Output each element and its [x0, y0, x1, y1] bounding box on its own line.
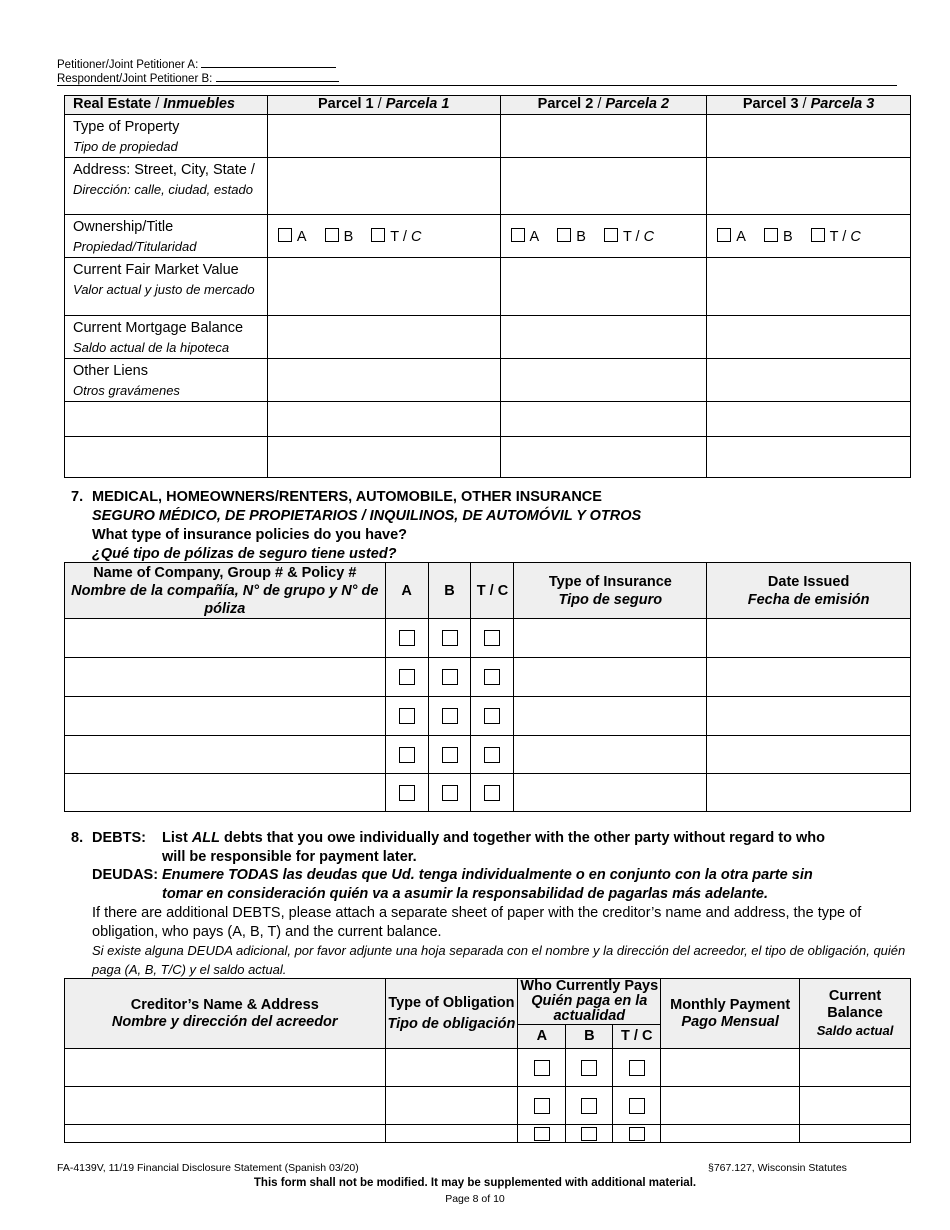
insurance-table [64, 562, 911, 812]
parcel-2-address-cell[interactable] [500, 158, 707, 215]
parcel-3-fmv-cell[interactable] [707, 258, 911, 316]
parcel-1-tc-checkbox[interactable] [371, 228, 385, 242]
blank-label-cell[interactable] [65, 402, 268, 437]
address-row [65, 158, 911, 215]
blank-cell[interactable] [707, 437, 911, 478]
current-balance-cell[interactable] [800, 1087, 911, 1125]
insurance-header-row [65, 563, 911, 619]
who-pays-header: Who Currently Pays Quién paga en la actualidad [518, 979, 661, 1025]
real-estate-table [64, 95, 911, 478]
insurance-type-cell[interactable] [514, 774, 707, 812]
parcel-1-mortgage-cell[interactable] [267, 316, 500, 359]
additional-debts-note-es: Si existe alguna DEUDA adicional, por favor adjunte una hoja separada con el nombre y la dirección del acreedor, el tipo de obligación, quién paga (A, B, T/C) y el saldo actual. [92, 943, 906, 977]
creditor-header: Creditor’s Name & Address Nombre y dirección del acreedor [65, 979, 386, 1049]
blank-cell[interactable] [500, 402, 707, 437]
monthly-payment-cell[interactable] [661, 1087, 800, 1125]
insurance-type-cell[interactable] [514, 619, 707, 658]
date-issued-cell[interactable] [707, 619, 911, 658]
date-issued-cell[interactable] [707, 697, 911, 736]
parcel-1-header: Parcel 1 / Parcela 1 [267, 96, 500, 115]
parcel-3-ownership: A B T / C [707, 215, 911, 258]
parcel-3-a-checkbox[interactable] [717, 228, 731, 242]
obligation-type-cell[interactable] [385, 1049, 518, 1087]
parcel-3-mortgage-cell[interactable] [707, 316, 911, 359]
obligation-type-cell[interactable] [385, 1125, 518, 1143]
tc-header: T / C [613, 1025, 661, 1049]
tc-checkbox[interactable] [484, 669, 500, 685]
parcel-2-type-cell[interactable] [500, 115, 707, 158]
petitioner-label: Petitioner/Joint Petitioner A: [57, 59, 199, 71]
b-header: B [566, 1025, 613, 1049]
form-id: FA-4139V, 11/19 Financial Disclosure Statement (Spanish 03/20) [57, 1162, 359, 1174]
type-of-property-label: Type of Property Tipo de propiedad [65, 115, 268, 158]
tc-checkbox[interactable] [629, 1098, 645, 1114]
parcel-1-ownership: A B T / C [267, 215, 500, 258]
debts-instruction: List ALL debts that you owe individually and together with the other party without regard to who will be responsible for payment later. [162, 830, 825, 865]
parcel-3-header: Parcel 3 / Parcela 3 [707, 96, 911, 115]
petitioner-blank[interactable] [201, 56, 336, 68]
b-checkbox[interactable] [442, 747, 458, 763]
creditor-cell[interactable] [65, 1125, 386, 1143]
parcel-3-tc-checkbox[interactable] [811, 228, 825, 242]
blank-row [65, 402, 911, 437]
obligation-type-header: Type of Obligation Tipo de obligación [385, 979, 518, 1049]
company-header: Name of Company, Group # & Policy # Nombre de la compañía, N° de grupo y N° de póliza [65, 563, 386, 619]
date-issued-cell[interactable] [707, 774, 911, 812]
parcel-1-fmv-cell[interactable] [267, 258, 500, 316]
blank-cell[interactable] [500, 437, 707, 478]
parcel-2-tc-checkbox[interactable] [604, 228, 618, 242]
tc-checkbox[interactable] [484, 708, 500, 724]
parcel-1-b-checkbox[interactable] [325, 228, 339, 242]
parcel-1-address-cell[interactable] [267, 158, 500, 215]
insurance-row [65, 697, 911, 736]
fair-market-value-label: Current Fair Market Value Valor actual y justo de mercado [65, 258, 268, 316]
section-7-title-en: MEDICAL, HOMEOWNERS/RENTERS, AUTOMOBILE, OTHER INSURANCE [92, 489, 602, 505]
company-cell[interactable] [65, 736, 386, 774]
respondent-blank[interactable] [216, 70, 339, 82]
a-checkbox[interactable] [399, 747, 415, 763]
section-7-heading [92, 488, 912, 564]
a-header: A [518, 1025, 566, 1049]
tc-checkbox[interactable] [484, 747, 500, 763]
real-estate-header: Real Estate / Inmuebles [65, 96, 268, 115]
debt-row [65, 1125, 911, 1143]
a-header: A [385, 563, 428, 619]
section-7-question-en: What type of insurance policies do you have? [92, 527, 408, 543]
debts-label: DEBTS: [92, 830, 146, 846]
a-checkbox[interactable] [399, 630, 415, 646]
deudas-instruction: Enumere TODAS las deudas que Ud. tenga individualmente o en conjunto con la otra parte sin tomar en consideración quién va a asumir la responsabilidad de pagarlas más adelante. [162, 867, 813, 902]
debts-table [64, 978, 911, 1143]
real-estate-header-row [65, 96, 911, 115]
a-checkbox[interactable] [399, 669, 415, 685]
debt-row [65, 1049, 911, 1087]
header-rule [57, 85, 897, 86]
insurance-row [65, 774, 911, 812]
ownership-row [65, 215, 911, 258]
ownership-label: Ownership/Title Propiedad/Titularidad [65, 215, 268, 258]
insurance-type-cell[interactable] [514, 736, 707, 774]
company-cell[interactable] [65, 774, 386, 812]
parcel-2-header: Parcel 2 / Parcela 2 [500, 96, 707, 115]
debt-row [65, 1087, 911, 1125]
parcel-3-address-cell[interactable] [707, 158, 911, 215]
b-checkbox[interactable] [581, 1127, 597, 1141]
a-checkbox[interactable] [399, 785, 415, 801]
fair-market-value-row [65, 258, 911, 316]
parcel-3-b-checkbox[interactable] [764, 228, 778, 242]
date-issued-header: Date Issued Fecha de emisión [707, 563, 911, 619]
parcel-2-ownership: A B T / C [500, 215, 707, 258]
insurance-type-cell[interactable] [514, 697, 707, 736]
insurance-row [65, 736, 911, 774]
page-number: Page 8 of 10 [445, 1193, 505, 1205]
statute-reference: §767.127, Wisconsin Statutes [708, 1162, 847, 1174]
b-checkbox[interactable] [442, 785, 458, 801]
deudas-label: DEUDAS: [92, 867, 159, 883]
b-checkbox[interactable] [581, 1060, 597, 1076]
parcel-2-fmv-cell[interactable] [500, 258, 707, 316]
a-checkbox[interactable] [534, 1127, 550, 1141]
creditor-cell[interactable] [65, 1087, 386, 1125]
parcel-3-type-cell[interactable] [707, 115, 911, 158]
section-7-number: 7. [71, 489, 84, 505]
parcel-1-type-cell[interactable] [267, 115, 500, 158]
tc-checkbox[interactable] [629, 1127, 645, 1141]
mortgage-balance-row [65, 316, 911, 359]
parcel-1-a-checkbox[interactable] [278, 228, 292, 242]
address-label: Address: Street, City, State / Dirección: calle, ciudad, estado [65, 158, 268, 215]
current-balance-header: Current Balance Saldo actual [800, 979, 911, 1049]
current-balance-cell[interactable] [800, 1125, 911, 1143]
company-cell[interactable] [65, 619, 386, 658]
insurance-type-cell[interactable] [514, 658, 707, 697]
parcel-1-liens-cell[interactable] [267, 359, 500, 402]
type-of-property-row [65, 115, 911, 158]
b-checkbox[interactable] [442, 669, 458, 685]
monthly-payment-cell[interactable] [661, 1125, 800, 1143]
parcel-2-a-checkbox[interactable] [511, 228, 525, 242]
a-checkbox[interactable] [399, 708, 415, 724]
insurance-row [65, 658, 911, 697]
section-7-title-es: SEGURO MÉDICO, DE PROPIETARIOS / INQUILINOS, DE AUTOMÓVIL Y OTROS [92, 508, 642, 524]
section-7-question-es: ¿Qué tipo de pólizas de seguro tiene usted? [92, 546, 397, 562]
a-checkbox[interactable] [534, 1060, 550, 1076]
tc-checkbox[interactable] [484, 630, 500, 646]
b-header: B [428, 563, 471, 619]
creditor-cell[interactable] [65, 1049, 386, 1087]
date-issued-cell[interactable] [707, 658, 911, 697]
respondent-label: Respondent/Joint Petitioner B: [57, 73, 213, 85]
monthly-payment-cell[interactable] [661, 1049, 800, 1087]
other-liens-label: Other Liens Otros gravámenes [65, 359, 268, 402]
parcel-2-b-checkbox[interactable] [557, 228, 571, 242]
b-checkbox[interactable] [442, 630, 458, 646]
insurance-type-header: Type of Insurance Tipo de seguro [514, 563, 707, 619]
blank-cell[interactable] [707, 402, 911, 437]
monthly-payment-header: Monthly Payment Pago Mensual [661, 979, 800, 1049]
blank-label-cell[interactable] [65, 437, 268, 478]
obligation-type-cell[interactable] [385, 1087, 518, 1125]
blank-cell[interactable] [267, 402, 500, 437]
debts-header-row-1 [65, 979, 911, 1025]
insurance-row [65, 619, 911, 658]
mortgage-balance-label: Current Mortgage Balance Saldo actual de la hipoteca [65, 316, 268, 359]
b-checkbox[interactable] [442, 708, 458, 724]
tc-header: T / C [471, 563, 514, 619]
tc-checkbox[interactable] [484, 785, 500, 801]
current-balance-cell[interactable] [800, 1049, 911, 1087]
parcel-3-liens-cell[interactable] [707, 359, 911, 402]
additional-debts-note-en: If there are additional DEBTS, please attach a separate sheet of paper with the creditor’s name and address, the type of obligation, who pays (A, B, T) and the current balance. [92, 905, 862, 940]
other-liens-row [65, 359, 911, 402]
company-cell[interactable] [65, 697, 386, 736]
blank-row [65, 437, 911, 478]
date-issued-cell[interactable] [707, 736, 911, 774]
b-checkbox[interactable] [581, 1098, 597, 1114]
section-8-number: 8. [71, 830, 84, 846]
blank-cell[interactable] [267, 437, 500, 478]
parcel-2-liens-cell[interactable] [500, 359, 707, 402]
company-cell[interactable] [65, 658, 386, 697]
modification-notice: This form shall not be modified. It may be supplemented with additional material. [253, 1177, 697, 1189]
parcel-2-mortgage-cell[interactable] [500, 316, 707, 359]
tc-checkbox[interactable] [629, 1060, 645, 1076]
a-checkbox[interactable] [534, 1098, 550, 1114]
respondent-line [57, 70, 339, 86]
